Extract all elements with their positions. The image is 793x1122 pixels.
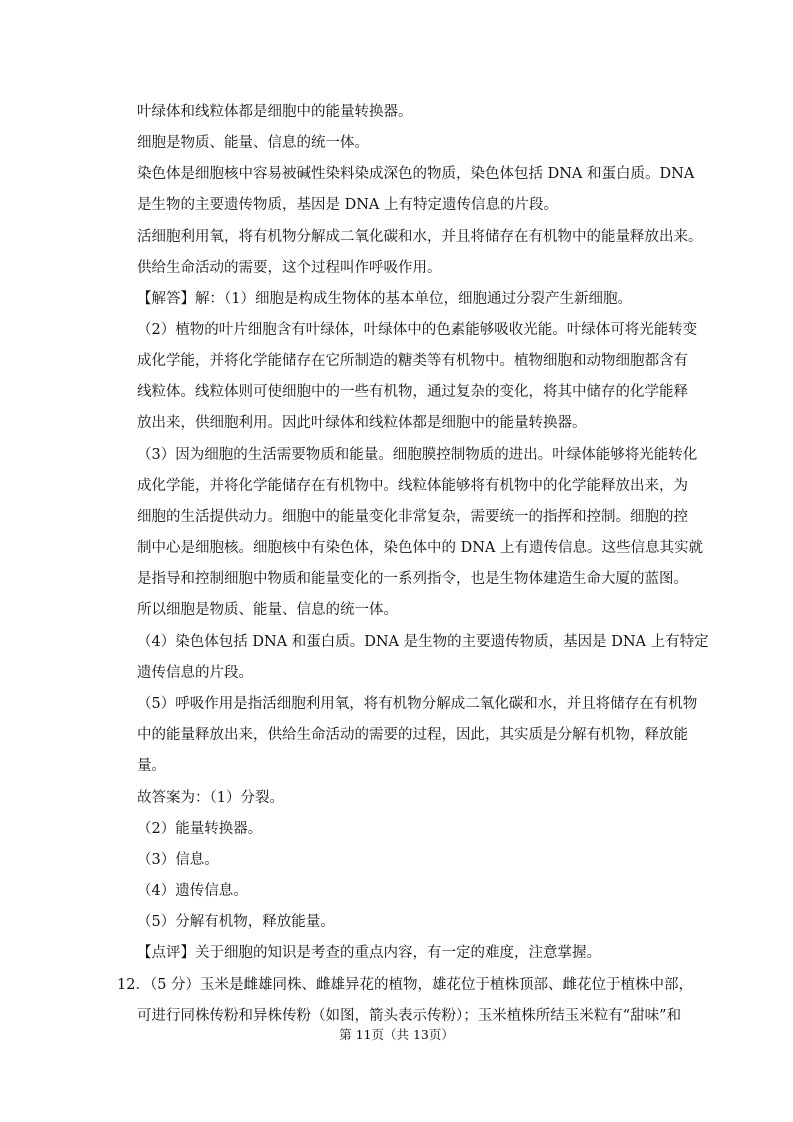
text-line: 遗传信息的片段。 [137,665,253,681]
text-line: 叶绿体和线粒体都是细胞中的能量转换器。 [137,104,413,120]
text-line: （5）呼吸作用是指活细胞利用氧，将有机物分解成二氧化碳和水，并且将储存在有机物 [137,696,698,712]
answer-summary-line: 故答案为：（1）分裂。 [137,790,284,806]
text-line: 是生物的主要遗传物质，基因是 DNA 上有特定遗传信息的片段。 [137,197,559,213]
question-line: 12．（5 分）玉米是雌雄同株、雌雄异花的植物，雄花位于植株顶部、雌花位于植株中部， [117,977,694,993]
text-line: 量。 [137,758,166,774]
text-line: 成化学能，并将化学能储存在它所制造的糖类等有机物中。植物细胞和动物细胞都含有 [137,353,688,369]
text-line: 染色体是细胞核中容易被碱性染料染成深色的物质，染色体包括 DNA 和蛋白质。DNA [137,166,695,182]
text-line: （4）遗传信息。 [137,883,248,899]
text-line: 线粒体。线粒体则可使细胞中的一些有机物，通过复杂的变化，将其中储存的化学能释 [137,384,688,400]
text-line: 所以细胞是物质、能量、信息的统一体。 [137,602,398,618]
text-line: （3）因为细胞的生活需要物质和能量。细胞膜控制物质的进出。叶绿体能够将光能转化 [137,447,698,463]
text-line: （4）染色体包括 DNA 和蛋白质。DNA 是生物的主要遗传物质，基因是 DNA 上有特定 [137,634,709,650]
question-line: 可进行同株传粉和异株传粉（如图，箭头表示传粉）；玉米植株所结玉米粒有“甜味”和 [137,1008,682,1024]
text-line: （3）信息。 [137,852,219,868]
text-line: （2）植物的叶片细胞含有叶绿体，叶绿体中的色素能够吸收光能。叶绿体可将光能转变 [137,322,698,338]
text-line: 成化学能，并将化学能储存在有机物中。线粒体能够将有机物中的化学能释放出来，为 [137,478,688,494]
text-line: 细胞的生活提供动力。细胞中的能量变化非常复杂，需要统一的指挥和控制。细胞的控 [137,509,688,525]
text-line: （2）能量转换器。 [137,821,263,837]
text-line: 是指导和控制细胞中物质和能量变化的一系列指令，也是生物体建造生命大厦的蓝图。 [137,571,688,587]
page-footer: 第 11页（共 13页） [339,1027,454,1042]
text-line: 中的能量释放出来，供给生命活动的需要的过程，因此，其实质是分解有机物，释放能 [137,727,688,743]
text-line: 活细胞利用氧，将有机物分解成二氧化碳和水，并且将储存在有机物中的能量释放出来。 [137,229,703,245]
text-line: 细胞是物质、能量、信息的统一体。 [137,135,369,151]
text-line: 放出来，供细胞利用。因此叶绿体和线粒体都是细胞中的能量转换器。 [137,415,587,431]
answer-heading-line: 【解答】解：（1）细胞是构成生物体的基本单位，细胞通过分裂产生新细胞。 [137,291,632,307]
text-line: （5）分解有机物，释放能量。 [137,914,335,930]
comment-line: 【点评】关于细胞的知识是考查的重点内容，有一定的难度，注意掌握。 [137,945,601,961]
text-line: 制中心是细胞核。细胞核中有染色体，染色体中的 DNA 上有遗传信息。这些信息其实就 [137,540,703,556]
text-line: 供给生命活动的需要，这个过程叫作呼吸作用。 [137,260,442,276]
